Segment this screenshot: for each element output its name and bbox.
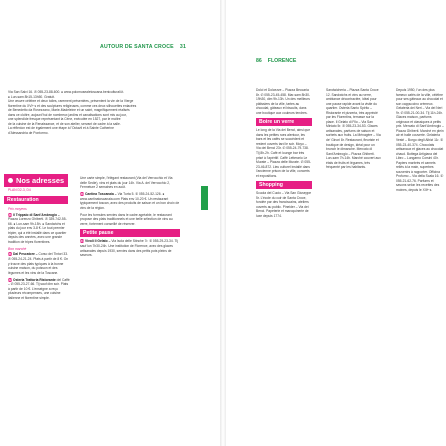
restauration-bar: Restauration	[4, 196, 68, 204]
entry-line: de tripes florentines.	[20, 239, 51, 244]
text-line: et pizzeria, très apprécié par	[326, 110, 378, 120]
category-label: Prix moyens	[8, 207, 27, 211]
text-line: Papeterie et maroquinerie	[266, 209, 305, 214]
text-line: ouverts au public.	[256, 204, 282, 209]
text-line: en plein air et halle couverte.	[396, 128, 444, 138]
text-line: fortement conseillé de réserver.	[89, 221, 136, 226]
intro-line: Une œuvre célèbre et deux toiles, rarement présentées, présentent la vie de la Vierge	[8, 99, 134, 104]
plan-reference: PLAN D2-3, D4	[8, 188, 31, 192]
category-label: Bon marché	[8, 246, 27, 251]
entry-line: florentine simple.	[24, 295, 50, 300]
text-line: Gelateria dei Neri – Via dei	[396, 106, 436, 111]
paragraph	[256, 128, 312, 178]
text-line: Piazza delle Murate.	[269, 160, 300, 165]
paragraph	[256, 88, 312, 115]
paragraph	[80, 213, 180, 227]
text-line: et plats du jour 14h.	[106, 180, 135, 185]
entry-line: Plats env 10-20 €.	[120, 196, 148, 201]
text-line: Moyo – Via dei Benci 23r.	[256, 141, 307, 151]
text-line: cappuccino crémeux.	[402, 101, 434, 106]
entry-line: plusieurs récompenses,	[8, 291, 43, 296]
address-entry	[8, 213, 70, 245]
text-line: Piazza Ghiberti. Marché	[396, 128, 432, 133]
text-line: Officina Profumo –	[396, 169, 440, 179]
entry-title: Vivoli Il Gelato –	[85, 239, 111, 244]
text-line: 9h-13h. Un des meilleurs	[273, 97, 310, 102]
entry-title: Dal Pescatore –	[13, 252, 38, 257]
entry-line: Corso dei Tintori	[38, 252, 63, 257]
map-number: 22	[8, 277, 12, 282]
address-entry	[80, 192, 180, 210]
text-line: Via A. del Verrocchio 2,	[135, 180, 170, 185]
text-line: les recettes des moines,	[396, 183, 440, 193]
text-line: boutique de design, idéal	[326, 142, 363, 147]
map-number: 20	[8, 212, 12, 217]
text-line: Restaurant, fleuriste et	[345, 138, 379, 143]
entry-line: 33. ✆ 055-24-21-24.	[8, 252, 69, 261]
entry-line: vins de la Toscane.	[30, 270, 59, 275]
right-column-1	[256, 88, 312, 221]
intro-line: dans ce cloître, aujourd’hui de nombreux jardins et canalisations sont mis au jour,	[8, 112, 127, 117]
text-line: l’ancienne prison de la ville,	[256, 169, 297, 174]
intro-line: une splendide fresque représentant la Cène, exécutée en 1527, par le maître	[8, 117, 121, 122]
text-line: Pineider – Via dei Benci.	[256, 204, 309, 214]
text-line: Chocolats artisanaux et	[396, 142, 435, 152]
left-header-title: AUTOUR DE SANTA CROCE	[100, 44, 174, 50]
paragraph	[326, 88, 382, 170]
entry-line: de saison et un bon choix	[137, 201, 175, 206]
entry-line: 9h-15h. ● Sandwichs et	[30, 221, 65, 226]
text-line: classiques à petits prix.	[396, 119, 441, 129]
text-line: Croce 12. Sandwichs et vins	[326, 88, 379, 97]
text-line: Bottega Artigiana del Libro –	[396, 151, 438, 161]
left-column-2	[80, 176, 180, 260]
text-line: Mercato di Sant’Ambrogio –	[403, 124, 444, 129]
entry-line: une grande tradition	[8, 235, 63, 244]
intro-line: florentine du XVIᵉ s et des sculptures religieuses, comme ces deux silhouettes enlacées	[8, 103, 137, 108]
text-line: fameux cafés de la ville,	[396, 92, 432, 97]
text-line: des franciscains, ateliers	[272, 200, 309, 205]
entry-title: Il Trippaio di Sant’Ambrogio –	[13, 212, 60, 217]
entry-line: Piazza Lorenzo Ghiberti.	[8, 217, 45, 222]
entry-line: toscan, avec des produits	[98, 201, 137, 206]
text-line: Giuseppe 5r. L’école du cuir	[256, 191, 312, 200]
text-line: et Via delle Sedie), vins	[80, 176, 173, 185]
text-line: de luxe depuis 1774.	[256, 209, 309, 219]
entry-line: de saveurs.	[80, 248, 172, 258]
text-line: de saison et sorbets aux fruits.	[326, 128, 375, 138]
text-line: célèbre pour ses gâteaux	[396, 92, 443, 102]
entry-line: Une institution de Florence,	[108, 244, 149, 249]
text-line: bar très prisé à l’apéritif.	[256, 151, 305, 160]
intro-line: La réflexion est de également une étape à l’Octavil et à Sainte Catherine	[8, 126, 114, 131]
text-line: Dolci et Dolcezze – Piazza	[256, 88, 296, 92]
entry-line: Plats à partir de 8 €.	[33, 256, 63, 261]
entry-line: Tlj sauf lun 7h30-24h.	[80, 239, 178, 249]
text-line: Papiers marbrés et carnets	[396, 160, 436, 165]
text-line: pour un brunch le dimanche.	[326, 142, 375, 152]
left-running-header	[100, 44, 186, 50]
right-page	[226, 0, 446, 446]
text-line: pâtissiers de la ville, tartes	[256, 101, 295, 106]
address-entry	[8, 252, 70, 275]
text-line: Pour les formules servies	[80, 212, 118, 217]
entry-line: de vins de la région.	[80, 201, 180, 210]
entry-line: del Caffè –	[8, 277, 70, 287]
entry-line: L’enseigne a reçu	[32, 286, 58, 291]
text-line: Osteria Santo Spirito – Ristorante	[326, 106, 373, 115]
text-line: Miniato 5r. ✆ 055-23-34-53.	[326, 124, 367, 129]
map-number: 21	[8, 252, 12, 257]
intro-line: Via San Salvi 16. ✆ 055-23-88-600. ● www.polomusealetoscana.beniculturali.it.	[8, 90, 125, 94]
text-line: au chocolat et son	[396, 97, 443, 106]
text-line: depuis le XIIIᵉ s.	[408, 188, 433, 193]
entry-line: des légumes et les	[8, 266, 58, 275]
text-line: Caffè Letterario Le Murate –	[256, 155, 308, 165]
text-line: Gelateria Vestri – Borgo degli	[396, 133, 441, 143]
text-line: Piazza Ghiberti. Lun-sam	[326, 151, 375, 161]
entry-line: une cuisine italienne et	[8, 291, 61, 300]
entry-line: maison, du poisson et	[19, 266, 52, 271]
chapter-tab	[201, 186, 208, 210]
text-line: traditionnels et une belle	[106, 217, 143, 222]
text-line: se succèdent et restent	[256, 137, 305, 146]
entry-line: On y trouve des plats	[8, 256, 69, 266]
text-line: très fréquenté par les habitants.	[326, 160, 370, 170]
intro-line: de la cuisine de la Renaissance, et de son atelier, servant de cadre à la salle.	[8, 121, 121, 126]
boire-un-verre-bar: Boire un verre	[256, 118, 312, 126]
left-page-number: 31	[179, 44, 187, 50]
text-line: concerts et expositions.	[256, 169, 310, 178]
text-line: alentour, les bars et les cafés	[256, 132, 305, 142]
text-line: Neri 9r. ✆ 055-21-00-34.	[396, 106, 443, 115]
text-line: souvenirs à rapporter.	[396, 169, 428, 174]
text-line: avant la visite du quartier.	[326, 101, 377, 111]
text-line: glaces au chocolat chaud.	[396, 147, 444, 156]
map-number: 24	[80, 239, 84, 244]
paragraph	[80, 176, 180, 190]
map-number: 23	[80, 192, 84, 197]
text-line: Albizi 11r. ✆ 055-23-40-374.	[396, 138, 444, 147]
text-line: Glaces artisanales, parfums	[326, 124, 378, 133]
text-line: ✆ 055-24-79-738.	[282, 146, 309, 151]
section-title: Nos adresses	[16, 176, 65, 185]
right-running-header	[256, 58, 296, 64]
text-line: biscuits, dans une boutique	[256, 106, 307, 115]
text-line: Une carte simple, l’élégant	[80, 176, 119, 180]
entry-line: Un restaurant typiquement	[80, 196, 169, 206]
nos-adresses-banner	[4, 174, 68, 187]
entry-line: avec des glaces artisanales	[80, 244, 173, 253]
entry-line: Via Turta 5. ✆ 055-24-52-126.	[117, 192, 162, 197]
text-line: Sandwicheria – Piazza Santa	[326, 88, 369, 92]
entry-line: a été installé dans ce quartier	[23, 230, 67, 235]
text-line: Via della Scala 16.	[412, 174, 440, 179]
left-page	[0, 0, 220, 446]
bullet-icon	[8, 178, 13, 183]
left-column-1	[8, 205, 70, 303]
text-line: La Ménagère – Via de’ Ginori 8r.	[326, 133, 381, 143]
text-line: au chocolat, gâteaux et	[256, 101, 300, 111]
entry-line: ✆ 055-23-27-66.	[10, 282, 36, 287]
entry-line: plats du jour env 3-8 €.	[8, 226, 42, 231]
text-line: aux couleurs tendres.	[276, 110, 308, 115]
entry-line: Le tout premier tripier, qui	[8, 226, 65, 235]
text-line: Depuis 1950, l’un des plus	[396, 88, 435, 92]
text-line: ✆ 055-21-62-76.	[396, 174, 444, 183]
entry-title: Cantina Toscanaia –	[85, 192, 117, 197]
text-line: 7h-14h. Marché couvert aux	[339, 156, 381, 161]
entry-title: Osteria Trattoria Ristorante	[13, 277, 56, 282]
intro-line: d’Alessandria de Pontormo.	[8, 130, 49, 135]
paragraph	[396, 88, 444, 193]
address-entry	[80, 239, 180, 257]
text-line: Le long de la Via dei Benci, ainsi	[256, 128, 304, 133]
shopping-bar: Shopping	[256, 181, 312, 189]
text-line: dans le cadre agréable, le	[117, 212, 156, 217]
intro-text	[8, 90, 208, 135]
text-line: ✆ 055-23-46-872.	[256, 160, 312, 169]
entry-line: ✆ 339-742-55-66. ● Lun-sam	[8, 217, 67, 226]
text-line: étals de fruits et légumes,	[326, 160, 364, 165]
intro-line: ● Lun-sam 8h15-13h50. Gratuit.	[8, 94, 55, 99]
right-page-number: 86	[256, 58, 262, 64]
entry-line: typiques à la bonne cuisine	[8, 261, 64, 271]
text-line: Mar-sam 8h30-19h30, dim	[256, 92, 311, 102]
text-line: Scuola del Cuoio – Via San	[256, 191, 297, 196]
entry-line: Tlj sauf dim soir.	[36, 282, 60, 287]
text-line: Mercato di Sant’Ambrogio –	[326, 147, 373, 156]
text-line: de Santa Croce, fondée par	[256, 195, 307, 205]
right-column-2	[326, 88, 382, 172]
intro-line: de Benedetto da Rovezzano, Marie-Madeleine et un saint, magnifiquement réalisés	[8, 108, 130, 113]
text-line: Tlj 8h-2h. Café et lounge	[256, 151, 293, 156]
text-line: parfums originaux et	[396, 115, 432, 124]
text-line: Tlj 11h-24h. Glaces maison,	[396, 110, 444, 120]
right-header-title: FLORENCE	[267, 58, 297, 64]
text-line: reliés à la main, superbes	[396, 165, 434, 170]
text-line: Parfums et savons selon	[396, 178, 434, 188]
address-entry	[8, 278, 70, 301]
text-line: ouverts tard le soir.	[267, 141, 295, 146]
entry-line: ● www.cantinatoscanaia.com	[80, 192, 165, 201]
text-line: la place.	[326, 115, 375, 124]
text-line: au verre, ambiance décontractée,	[326, 92, 372, 102]
entry-line: depuis des années, avec	[8, 235, 45, 240]
text-line: Beccaria 8r. ✆ 055-23-45-458.	[256, 88, 309, 97]
entry-line: Plats à partir de 10 €.	[8, 282, 69, 291]
text-line: idéal pour une pause rapide	[326, 97, 377, 106]
petite-pause-bar: Petite pause	[80, 229, 180, 237]
text-line: que dans les petites rues	[256, 128, 311, 137]
entry-line: Via Isola delle Stinche 7r.	[111, 239, 149, 244]
text-line: les Florentins, terrasse sur	[331, 115, 371, 120]
entry-line: des petits pots pleins	[136, 248, 167, 253]
text-line: Lungarno Corsini 40r.	[407, 156, 439, 161]
text-line: restaurant propose des plats	[80, 212, 172, 222]
text-line: Fermeture 2 semaines en août.	[80, 185, 126, 190]
paragraph	[256, 191, 312, 218]
entry-line: depuis 1930, servies dans	[96, 248, 136, 253]
text-line: Lieu culturel installé dans	[272, 164, 310, 169]
text-line: restaurant (Via del Verrocchio	[119, 176, 164, 180]
text-line: Il Gelato di Filo – Via San	[335, 119, 373, 124]
entry-line: ✆ 055-29-23-34.	[149, 239, 174, 244]
right-column-3	[396, 88, 444, 195]
text-line: sélection de vins au verre,	[80, 217, 173, 226]
